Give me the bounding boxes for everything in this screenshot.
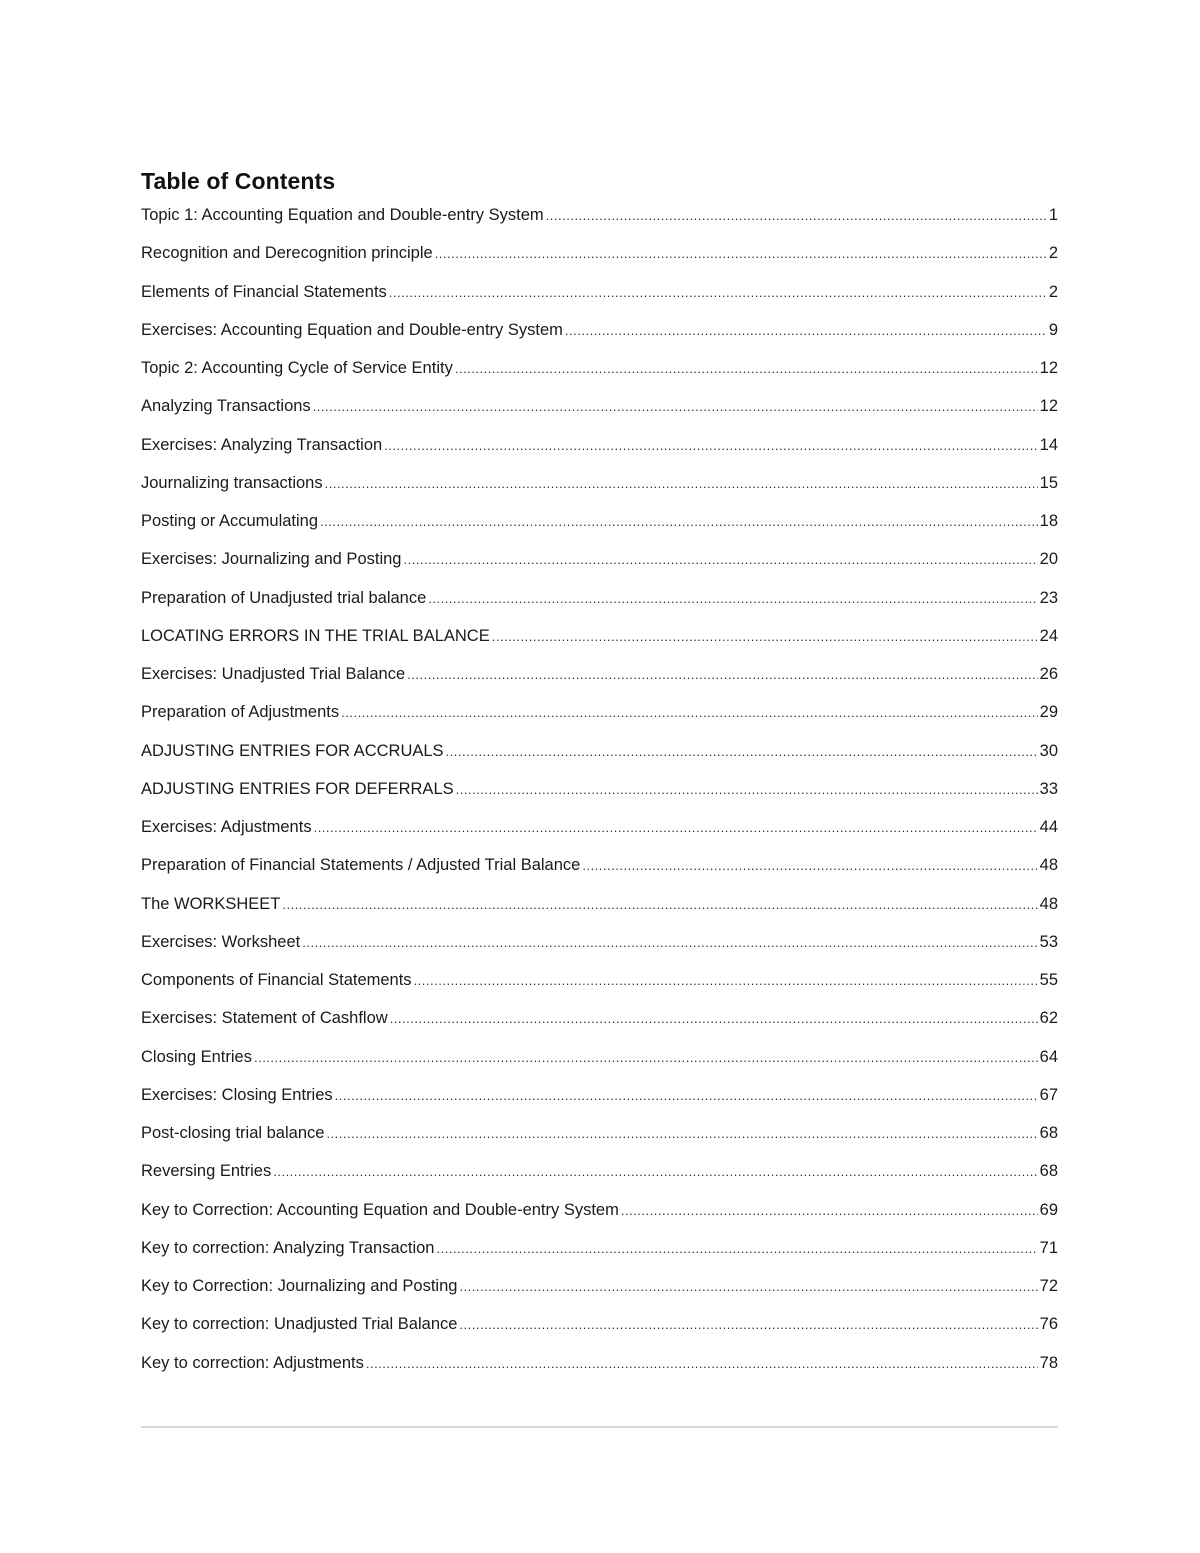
toc-entry-label: Posting or Accumulating [141, 512, 319, 530]
toc-dot-leader [320, 506, 1038, 537]
toc-entry[interactable] [141, 506, 1058, 544]
toc-dot-leader [428, 583, 1037, 614]
toc-entry-page-number: 24 [1039, 626, 1058, 645]
toc-entry-label: Topic 1: Accounting Equation and Double-entry System [141, 206, 544, 224]
toc-dot-leader [492, 621, 1038, 652]
toc-dot-leader [546, 200, 1047, 231]
toc-entry[interactable] [141, 583, 1058, 621]
toc-entry[interactable] [141, 1156, 1058, 1194]
toc-entry-page-number: 14 [1039, 435, 1058, 454]
toc-entry[interactable] [141, 1042, 1058, 1080]
toc-entry-label: ADJUSTING ENTRIES FOR ACCRUALS [141, 741, 444, 760]
toc-entry-label: Key to Correction: Journalizing and Posting [141, 1277, 458, 1295]
toc-dot-leader [313, 391, 1038, 422]
toc-entry[interactable] [141, 200, 1058, 238]
toc-entry-page-number: 68 [1039, 1124, 1058, 1142]
toc-entry[interactable] [141, 238, 1058, 276]
toc-entry[interactable] [141, 391, 1058, 429]
toc-entry-page-number: 29 [1039, 703, 1058, 722]
toc-dot-leader [341, 697, 1038, 728]
toc-entry[interactable] [141, 965, 1058, 1003]
toc-entry-label: Components of Financial Statements [141, 971, 412, 989]
toc-title: Table of Contents [141, 168, 336, 194]
toc-dot-leader [437, 1233, 1038, 1264]
toc-entry[interactable] [141, 430, 1058, 468]
toc-entry[interactable] [141, 1233, 1058, 1271]
toc-entry[interactable] [141, 1309, 1058, 1347]
toc-dot-leader [414, 965, 1038, 996]
toc-entry-page-number: 2 [1048, 282, 1058, 301]
toc-dot-leader [407, 659, 1038, 690]
toc-entry[interactable] [141, 927, 1058, 965]
toc-entry-page-number: 23 [1039, 588, 1058, 607]
toc-entry-page-number: 2 [1048, 244, 1058, 263]
toc-entry[interactable] [141, 812, 1058, 850]
toc-dot-leader [326, 1118, 1037, 1149]
toc-dot-leader [273, 1156, 1037, 1187]
toc-dot-leader [446, 736, 1038, 767]
toc-entry-label: Post-closing trial balance [141, 1124, 325, 1142]
toc-list [141, 200, 1058, 1386]
toc-entry-page-number: 72 [1039, 1277, 1058, 1295]
toc-entry[interactable] [141, 697, 1058, 735]
toc-entry[interactable] [141, 1118, 1058, 1156]
toc-dot-leader [459, 1271, 1037, 1302]
toc-entry-page-number: 71 [1039, 1238, 1058, 1257]
toc-entry-label: The WORKSHEET [141, 894, 281, 913]
toc-entry-label: Analyzing Transactions [141, 397, 311, 416]
toc-entry[interactable] [141, 1195, 1058, 1233]
toc-entry-label: Journalizing transactions [141, 473, 323, 492]
toc-entry-page-number: 1 [1048, 206, 1058, 224]
toc-dot-leader [254, 1042, 1038, 1073]
toc-entry-page-number: 76 [1039, 1315, 1058, 1334]
toc-entry-page-number: 48 [1039, 894, 1058, 913]
toc-dot-leader [621, 1195, 1038, 1226]
toc-entry-label: Exercises: Statement of Cashflow [141, 1009, 388, 1028]
toc-entry[interactable] [141, 315, 1058, 353]
footer-divider [141, 1426, 1058, 1428]
toc-entry-page-number: 15 [1039, 473, 1058, 492]
toc-entry-label: Key to correction: Unadjusted Trial Balance [141, 1315, 458, 1334]
toc-entry[interactable] [141, 353, 1058, 391]
toc-entry-label: Topic 2: Accounting Cycle of Service Entity [141, 359, 453, 377]
toc-entry[interactable] [141, 736, 1058, 774]
toc-dot-leader [456, 774, 1038, 805]
toc-entry[interactable] [141, 277, 1058, 315]
toc-entry-label: Key to Correction: Accounting Equation and Double-entry System [141, 1200, 619, 1219]
toc-dot-leader [455, 353, 1038, 384]
toc-entry-label: Elements of Financial Statements [141, 282, 387, 301]
toc-entry[interactable] [141, 1348, 1058, 1386]
toc-entry-label: Exercises: Worksheet [141, 932, 301, 951]
toc-dot-leader [325, 468, 1038, 499]
toc-entry-page-number: 9 [1048, 320, 1058, 339]
toc-entry-page-number: 33 [1039, 779, 1058, 798]
toc-entry-label: LOCATING ERRORS IN THE TRIAL BALANCE [141, 626, 490, 645]
toc-entry-page-number: 64 [1039, 1047, 1058, 1066]
toc-entry-page-number: 55 [1039, 971, 1058, 989]
toc-entry-label: Exercises: Adjustments [141, 818, 312, 836]
toc-entry-label: ADJUSTING ENTRIES FOR DEFERRALS [141, 779, 454, 798]
toc-dot-leader [565, 315, 1047, 346]
toc-entry[interactable] [141, 468, 1058, 506]
toc-entry-page-number: 44 [1039, 818, 1058, 836]
toc-entry-page-number: 26 [1039, 665, 1058, 683]
toc-entry-label: Exercises: Journalizing and Posting [141, 550, 402, 569]
toc-entry-label: Exercises: Closing Entries [141, 1085, 333, 1104]
toc-dot-leader [435, 238, 1047, 269]
toc-entry-page-number: 48 [1039, 856, 1058, 875]
toc-entry[interactable] [141, 774, 1058, 812]
toc-entry[interactable] [141, 889, 1058, 927]
toc-entry-page-number: 12 [1039, 359, 1058, 377]
toc-entry[interactable] [141, 1003, 1058, 1041]
toc-dot-leader [389, 277, 1047, 308]
toc-entry-label: Exercises: Unadjusted Trial Balance [141, 665, 406, 683]
toc-entry-page-number: 69 [1039, 1200, 1058, 1219]
toc-entry-label: Exercises: Accounting Equation and Double-entry System [141, 320, 563, 339]
toc-entry-label: Preparation of Financial Statements / Adjusted Trial Balance [141, 856, 581, 875]
toc-entry-page-number: 12 [1039, 397, 1058, 416]
toc-entry-page-number: 78 [1039, 1353, 1058, 1372]
toc-dot-leader [335, 1080, 1038, 1111]
toc-entry-page-number: 62 [1039, 1009, 1058, 1028]
toc-entry-label: Preparation of Unadjusted trial balance [141, 588, 427, 607]
toc-entry-page-number: 20 [1039, 550, 1058, 569]
toc-entry-label: Closing Entries [141, 1047, 252, 1066]
toc-entry-page-number: 30 [1039, 741, 1058, 760]
toc-entry-page-number: 67 [1039, 1085, 1058, 1104]
toc-dot-leader [384, 430, 1037, 461]
toc-entry[interactable] [141, 1271, 1058, 1309]
toc-entry-label: Key to correction: Analyzing Transaction [141, 1238, 435, 1257]
toc-entry[interactable] [141, 621, 1058, 659]
toc-entry-label: Key to correction: Adjustments [141, 1353, 364, 1372]
toc-dot-leader [582, 850, 1037, 881]
toc-entry-label: Reversing Entries [141, 1162, 272, 1181]
toc-entry-page-number: 68 [1039, 1162, 1058, 1181]
toc-dot-leader [314, 812, 1038, 843]
toc-entry[interactable] [141, 659, 1058, 697]
toc-entry[interactable] [141, 1080, 1058, 1118]
toc-entry-label: Preparation of Adjustments [141, 703, 340, 722]
toc-dot-leader [390, 1003, 1038, 1034]
toc-entry-label: Exercises: Analyzing Transaction [141, 435, 383, 454]
toc-entry-page-number: 53 [1039, 932, 1058, 951]
toc-entry[interactable] [141, 544, 1058, 582]
toc-entry[interactable] [141, 850, 1058, 888]
toc-dot-leader [403, 544, 1037, 575]
toc-dot-leader [282, 889, 1037, 920]
toc-dot-leader [302, 927, 1037, 958]
toc-dot-leader [459, 1309, 1037, 1340]
toc-entry-label: Recognition and Derecognition principle [141, 244, 433, 263]
toc-entry-page-number: 18 [1039, 512, 1058, 530]
toc-dot-leader [366, 1348, 1038, 1379]
